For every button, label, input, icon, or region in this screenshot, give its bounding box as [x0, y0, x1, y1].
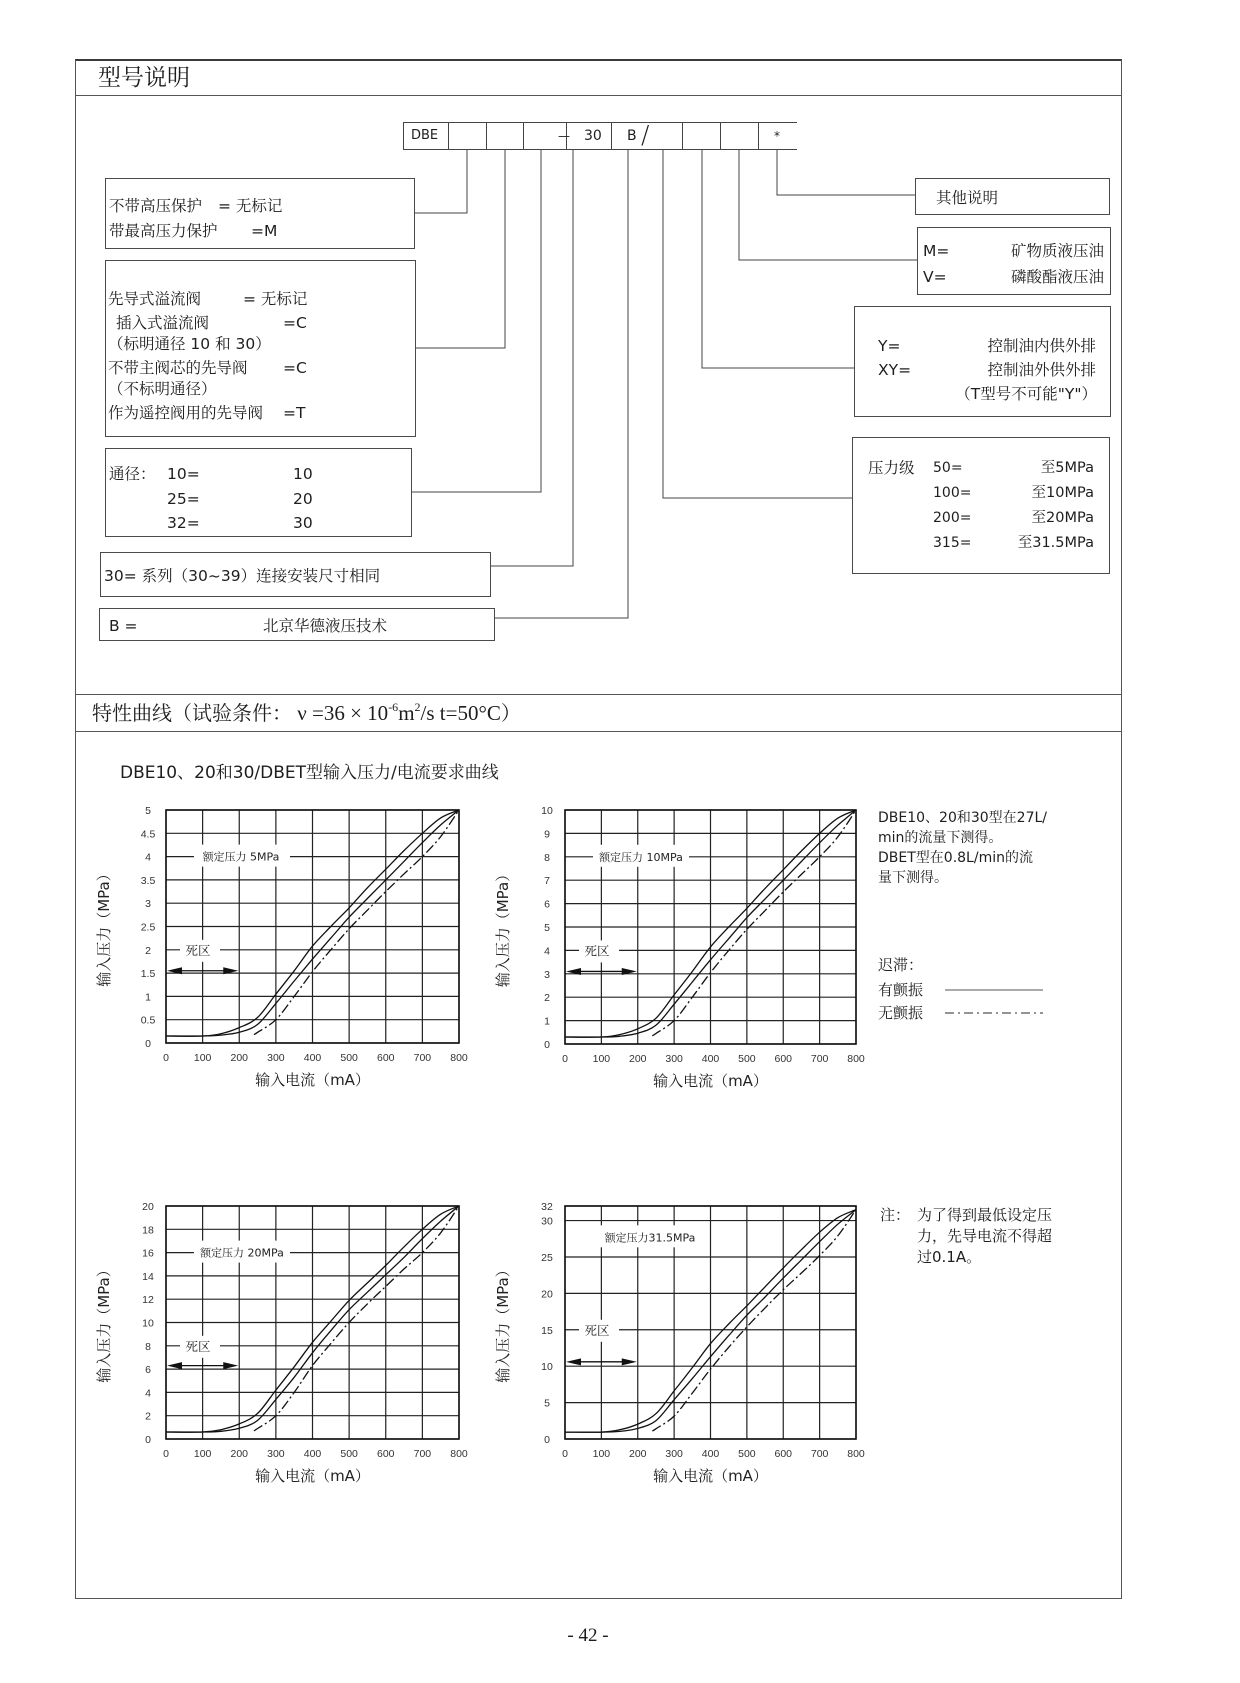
footnote-line: 力，先导电流不得超 — [917, 1227, 1053, 1245]
option-label: 先导式溢流阀 — [108, 290, 202, 308]
y-tick-label: 2 — [145, 1410, 151, 1423]
y-tick-label: 20 — [541, 1288, 553, 1301]
x-tick-label: 500 — [738, 1053, 756, 1065]
x-tick-label: 700 — [413, 1448, 432, 1460]
size-code: 10= — [167, 465, 200, 483]
x-tick-label: 700 — [810, 1053, 829, 1065]
size-value: 20 — [293, 490, 313, 508]
x-tick-label: 400 — [303, 1448, 322, 1460]
temperature: t=50°C — [434, 701, 501, 725]
y-tick-label: 3.5 — [140, 874, 156, 887]
option-code: =M — [251, 222, 278, 240]
y-tick-label: 0 — [145, 1434, 151, 1446]
note-line: min的流量下测得。 — [878, 830, 1003, 846]
pressure-code: 50= — [933, 460, 963, 476]
option-label: （不标明通径） — [108, 380, 217, 398]
viscosity-exponent: -6 — [388, 700, 399, 714]
y-tick-label: 15 — [541, 1324, 553, 1337]
x-tick-label: 100 — [592, 1053, 611, 1065]
note-line: 量下测得。 — [878, 870, 948, 886]
x-tick-label: 600 — [774, 1448, 793, 1460]
manufacturer-code: B = — [109, 617, 138, 635]
rated-pressure-label: 额定压力 5MPa — [202, 850, 280, 864]
x-tick-label: 600 — [376, 1448, 395, 1460]
size-value: 30 — [293, 514, 313, 532]
page-number: - 42 - — [567, 1625, 609, 1646]
y-tick-label: 10 — [541, 805, 553, 817]
x-tick-label: 0 — [562, 1053, 568, 1065]
y-tick-label: 2.5 — [140, 921, 156, 934]
footnote-line: 过0.1A。 — [917, 1248, 982, 1266]
hysteresis-curve-no-dither — [254, 1206, 459, 1431]
y-tick-label: 10 — [541, 1361, 553, 1374]
rated-pressure-label: 额定压力 20MPa — [200, 1246, 284, 1260]
section-title-model: 型号说明 — [98, 65, 190, 91]
pressure-value: 至10MPa — [1031, 485, 1094, 501]
pilot-note: （T型号不可能"Y"） — [955, 385, 1097, 403]
y-tick-label: 4 — [145, 1387, 151, 1400]
y-tick-label: 4 — [544, 945, 550, 958]
note-line: DBET型在0.8L/min的流 — [878, 850, 1033, 866]
y-tick-label: 14 — [142, 1270, 154, 1283]
y-tick-label: 1 — [145, 991, 151, 1004]
y-tick-label: 3 — [544, 968, 550, 981]
y-tick-label: 6 — [544, 898, 550, 911]
x-tick-label: 400 — [303, 1052, 322, 1064]
code-prefix: DBE — [411, 128, 439, 143]
code-manufacturer: B — [627, 128, 637, 144]
chart-1 — [95, 805, 468, 1089]
pressure-value: 至31.5MPa — [1017, 535, 1094, 551]
deadband-arrow-left-icon — [167, 1362, 182, 1369]
option-code: =C — [283, 359, 307, 377]
y-axis-title: 输入压力（MPa） — [95, 1262, 113, 1383]
y-tick-label: 8 — [544, 851, 550, 864]
pilot-code: XY= — [878, 361, 912, 379]
pressure-code: 315= — [933, 535, 972, 551]
viscosity-value: ν =36 × 10 — [292, 701, 389, 725]
deadband-label: 死区 — [185, 942, 211, 958]
y-axis-title: 输入压力（MPa） — [95, 866, 113, 987]
fluid-code: M= — [923, 242, 950, 260]
deadband-label: 死区 — [185, 1338, 211, 1354]
chart-3 — [95, 1201, 468, 1485]
y-tick-label: 0 — [544, 1434, 550, 1446]
unit-rest: /s — [420, 701, 435, 725]
pilot-value: 控制油外供外排 — [987, 361, 1096, 379]
x-tick-label: 800 — [450, 1448, 468, 1460]
x-tick-label: 300 — [665, 1053, 683, 1065]
chart-2 — [494, 805, 865, 1090]
y-tick-label: 25 — [541, 1251, 553, 1264]
rated-pressure-label: 额定压力 10MPa — [599, 850, 683, 864]
y-tick-label: 32 — [541, 1201, 553, 1213]
x-tick-label: 200 — [230, 1448, 249, 1460]
x-tick-label: 800 — [847, 1448, 865, 1460]
y-tick-label: 4.5 — [140, 828, 156, 841]
title-close-paren: ） — [500, 701, 521, 725]
x-tick-label: 200 — [230, 1052, 249, 1064]
hysteresis-curve-no-dither — [254, 810, 459, 1035]
option-label: 不带高压保护 — [109, 197, 203, 215]
y-tick-label: 0.5 — [140, 1014, 156, 1027]
size-code: 25= — [167, 490, 200, 508]
size-label: 通径： — [109, 465, 156, 483]
x-tick-label: 600 — [376, 1052, 395, 1064]
hysteresis-curve-no-dither — [652, 810, 856, 1036]
x-tick-label: 100 — [592, 1448, 611, 1460]
x-tick-label: 0 — [163, 1052, 169, 1064]
x-tick-label: 500 — [340, 1448, 358, 1460]
option-code: = 无标记 — [218, 197, 283, 215]
x-tick-label: 0 — [562, 1448, 568, 1460]
code-slash: / — [641, 120, 650, 149]
x-tick-label: 800 — [847, 1053, 865, 1065]
y-tick-label: 30 — [541, 1215, 553, 1228]
y-axis-title: 输入压力（MPa） — [494, 866, 512, 988]
x-tick-label: 800 — [450, 1052, 468, 1064]
note-line: DBE10、20和30型在27L/ — [878, 810, 1048, 826]
x-tick-label: 500 — [340, 1052, 358, 1064]
deadband-arrow-right-icon — [622, 1358, 637, 1365]
code-series: 30 — [584, 128, 602, 144]
deadband-arrow-left-icon — [566, 1358, 581, 1365]
x-tick-label: 200 — [628, 1448, 647, 1460]
pilot-code: Y= — [878, 337, 901, 355]
y-tick-label: 6 — [145, 1364, 151, 1377]
y-tick-label: 10 — [142, 1317, 154, 1330]
pressure-value: 至5MPa — [1040, 460, 1094, 476]
manufacturer-name: 北京华德液压技术 — [263, 617, 388, 635]
y-tick-label: 20 — [142, 1201, 154, 1213]
x-tick-label: 100 — [193, 1052, 212, 1064]
legend-swatches — [940, 980, 1050, 1020]
option-label: （标明通径 10 和 30） — [108, 335, 271, 353]
y-tick-label: 9 — [544, 828, 550, 841]
footnote-prefix: 注： — [880, 1206, 911, 1224]
option-label: 不带主阀芯的先导阀 — [108, 359, 248, 377]
x-tick-label: 200 — [628, 1053, 647, 1065]
legend-title: 迟滞： — [878, 956, 924, 974]
size-code: 32= — [167, 514, 200, 532]
pressure-code: 100= — [933, 485, 972, 501]
other-text: 其他说明 — [936, 189, 999, 207]
x-tick-label: 300 — [665, 1448, 683, 1460]
y-tick-label: 8 — [145, 1340, 151, 1353]
deadband-label: 死区 — [584, 1322, 610, 1338]
option-code: =T — [283, 404, 306, 422]
series-text: 30= 系列（30~39）连接安装尺寸相同 — [104, 567, 381, 585]
size-value: 10 — [293, 465, 313, 483]
y-tick-label: 7 — [544, 875, 550, 888]
curves-title-prefix: 特性曲线（试验条件： — [92, 701, 292, 725]
fluid-value: 磷酸酯液压油 — [1010, 268, 1104, 286]
unit-exponent: 2 — [414, 700, 421, 714]
y-tick-label: 16 — [142, 1247, 154, 1260]
option-code: = 无标记 — [243, 290, 308, 308]
y-tick-label: 18 — [142, 1224, 154, 1237]
x-tick-label: 500 — [738, 1448, 756, 1460]
x-axis-title: 输入电流（mA） — [255, 1071, 370, 1089]
x-tick-label: 300 — [267, 1448, 285, 1460]
rated-pressure-label: 额定压力31.5MPa — [604, 1231, 696, 1245]
y-tick-label: 12 — [142, 1294, 154, 1307]
x-tick-label: 700 — [413, 1052, 432, 1064]
x-tick-label: 400 — [701, 1448, 720, 1460]
x-tick-label: 400 — [701, 1053, 720, 1065]
y-tick-label: 0 — [544, 1039, 550, 1051]
measurement-notes — [878, 808, 1047, 888]
pressure-code: 200= — [933, 510, 972, 526]
legend-label-dither: 有颤振 — [878, 981, 924, 999]
pressure-class-label: 压力级 — [868, 459, 915, 477]
y-tick-label: 5 — [544, 922, 550, 934]
fluid-code: V= — [923, 268, 947, 286]
option-code: =C — [283, 314, 307, 332]
x-tick-label: 300 — [267, 1052, 285, 1064]
x-tick-label: 0 — [163, 1448, 169, 1460]
y-tick-label: 2 — [544, 992, 550, 1005]
chart-4 — [494, 1201, 865, 1485]
option-label: 插入式溢流阀 — [116, 314, 210, 332]
footnote — [917, 1205, 1052, 1268]
x-axis-title: 输入电流（mA） — [255, 1467, 370, 1485]
curves-subtitle: DBE10、20和30/DBET型输入压力/电流要求曲线 — [120, 763, 499, 783]
x-axis-title: 输入电流（mA） — [653, 1467, 768, 1485]
option-label: 带最高压力保护 — [109, 222, 218, 240]
footnote-line: 为了得到最低设定压 — [917, 1206, 1053, 1224]
x-tick-label: 700 — [810, 1448, 829, 1460]
y-axis-title: 输入压力（MPa） — [494, 1262, 512, 1383]
y-tick-label: 0 — [145, 1038, 151, 1050]
deadband-arrow-right-icon — [223, 1362, 238, 1369]
y-tick-label: 1 — [544, 1015, 550, 1028]
pilot-value: 控制油内供外排 — [987, 337, 1096, 355]
code-other: * — [774, 129, 780, 143]
code-dash: — — [558, 129, 570, 143]
deadband-label: 死区 — [584, 943, 610, 959]
y-tick-label: 4 — [145, 851, 151, 864]
option-label: 作为遥控阀用的先导阀 — [108, 404, 264, 422]
pressure-value: 至20MPa — [1031, 510, 1094, 526]
x-tick-label: 600 — [774, 1053, 793, 1065]
legend-label-no-dither: 无颤振 — [878, 1004, 924, 1022]
y-tick-label: 5 — [544, 1397, 550, 1410]
x-tick-label: 100 — [193, 1448, 212, 1460]
y-tick-label: 1.5 — [140, 968, 156, 981]
x-axis-title: 输入电流（mA） — [653, 1072, 768, 1090]
fluid-value: 矿物质液压油 — [1010, 242, 1104, 260]
y-tick-label: 2 — [145, 944, 151, 957]
y-tick-label: 5 — [145, 805, 151, 817]
y-tick-label: 3 — [145, 898, 151, 911]
viscosity-unit: m — [398, 701, 415, 725]
